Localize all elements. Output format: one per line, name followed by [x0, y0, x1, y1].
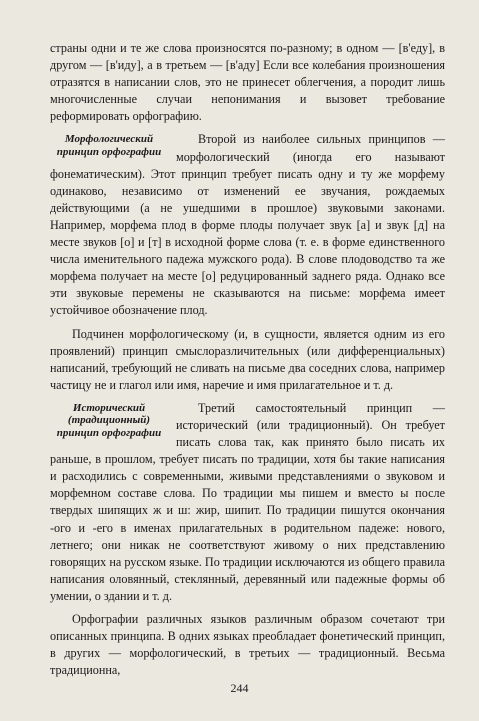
margin-heading-morphological: Морфологический принцип орфографии — [56, 133, 162, 158]
paragraph-pronunciation: страны одни и те же слова произносятся по-разному; в одном — [в'еду], в другом — [в'иду], а в третьем — [в'аду] Если все колебания произношения отразятся в написании слов, это не принесет облегчения, а породит лишь многочисленные случаи непонимания и вызовет требование реформировать орфографию. — [50, 41, 445, 124]
paragraph-historical: Третий самостоятельный принцип — исторический (или традиционный). Он требует писать слова так, как принято было писать их раньше, в прошлом, требует писать по традиции, хотя бы такие написания и расходились с современными, живыми представлениями о звуковом и морфемном составе слова. По традиции мы пишем и вместо ы после твердых шипящих ж и ш: жир, шипит. По традиции пишутся окончания -ого и -его в именах прилагательных в родительном падеже: нового, летнего; они никак не соответствуют живому о них представлению говорящих на русском языке. По традиции исключаются из общего правила написания оловянный, стеклянный, деревянный или падежные формы об умении, о здании и т. д. — [50, 400, 445, 603]
page-number: 244 — [230, 681, 249, 695]
paragraph-morphological: Второй из наиболее сильных принципов — морфологический (иногда его называют фонематическим). Этот принцип требует писать одну и ту же морфему одинаково, независимо от изменений ее звучания, рождаемых действующими (а не ушедшими в прошлое) звуковыми законами. Например, морфема плод в форме плоды получает звук [а] и звук [д] на месте звуков [о] и [т] в исходной форме слова (т. е. в форме единственного числа именительного падежа мужского рода). В слове плодоводство та же морфема получает на месте [о] редуцированный заднего ряда. Однако все эти звуковые перемены не сказываются на письме: морфема имеет устойчивое обозначение плод. — [50, 132, 445, 318]
paragraph-languages: Орфографии различных языков различным образом сочетают три описанных принципа. В одних языках преобладает фонетический принцип, в других — морфологический, в третьих — традиционный. Весьма традиционна, — [50, 612, 445, 678]
paragraph-differential: Подчинен морфологическому (и, в сущности, является одним из его проявлений) принцип смыслоразличительных (или дифференциальных) написаний, требующий не сливать на письме два соседних слова, например частицу не и глагол или имя, наречие и имя прилагательное и т. д. — [50, 326, 445, 392]
margin-heading-historical: Исторический (традиционный) принцип орфографии — [56, 401, 162, 439]
